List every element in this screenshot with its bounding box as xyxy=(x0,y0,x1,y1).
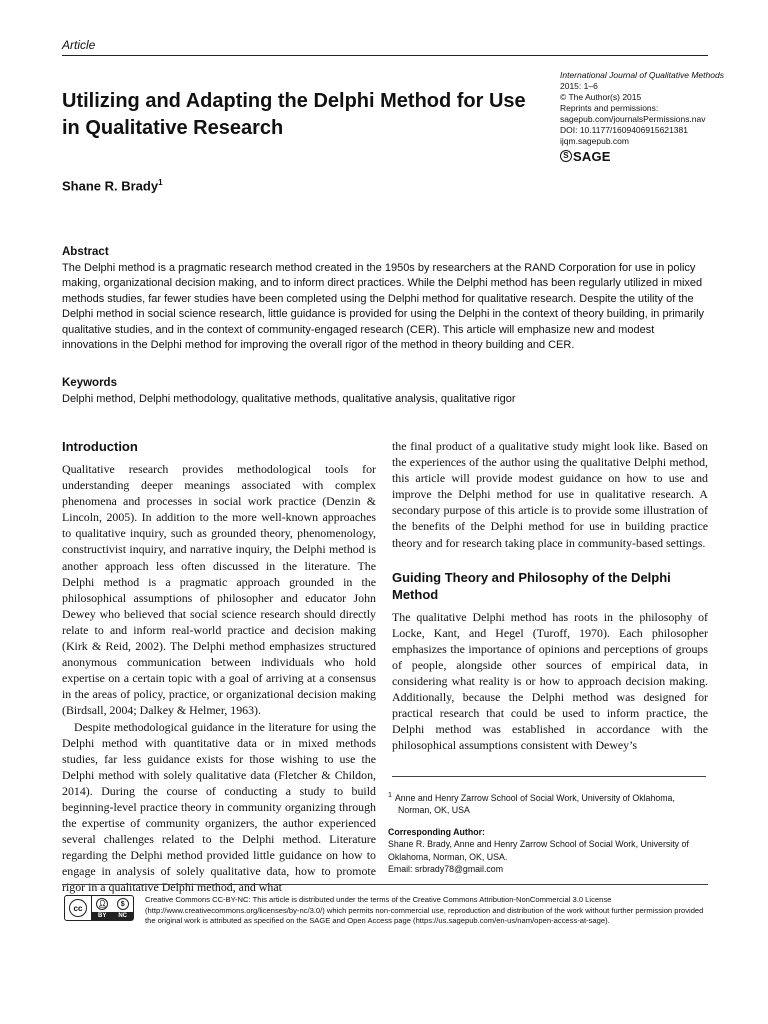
corresponding-author-line-2: Oklahoma, Norman, OK, USA. xyxy=(388,851,508,862)
affiliation-footnote xyxy=(388,790,710,817)
journal-doi[interactable]: DOI: 10.1177/1609406915621381 xyxy=(560,125,688,135)
sage-logo xyxy=(560,150,740,162)
corresponding-author xyxy=(388,826,714,875)
corresponding-author-email[interactable]: Email: srbrady78@gmail.com xyxy=(388,863,504,874)
guiding-theory-heading: Guiding Theory and Philosophy of the Delphi Method xyxy=(392,569,671,602)
attribution-person-icon: 👤︎ xyxy=(96,898,108,910)
cc-icon: cc xyxy=(69,899,87,917)
cc-term-icons xyxy=(92,896,133,912)
journal-reprints: Reprints and permissions: xyxy=(560,103,659,113)
cc-terms xyxy=(92,896,133,920)
abstract-heading: Abstract xyxy=(62,246,109,258)
journal-year-pages: 2015: 1–6 xyxy=(560,81,598,91)
cc-term-labels xyxy=(92,912,133,920)
author-affiliation-mark: 1 xyxy=(158,178,163,187)
cc-by-label: BY xyxy=(97,913,107,919)
license-divider xyxy=(62,884,708,885)
right-column xyxy=(392,438,708,754)
sage-logo-text: SAGE xyxy=(573,148,611,164)
article-title: Utilizing and Adapting the Delphi Method for Use in Qualitative Research xyxy=(62,90,526,139)
footnote-line-2: Norman, OK, USA xyxy=(398,805,470,816)
introduction-heading: Introduction xyxy=(62,439,138,454)
abstract xyxy=(62,245,710,354)
page-header xyxy=(62,38,708,56)
guiding-paragraph-1: The qualitative Delphi method has roots in the philosophy of Locke, Kant, and Hegel (Turoff, 1970). Each philosopher emphasizes the importance of opinions and perceptions of groups of people, alongside other sources of empirical data, in considering what reality is or how to approach decision making. Additionally, because the Delphi method was designed for practical research that could be used to inform practice, the Delphi method was established in accordance with the philosophical assumptions consistent with Dewey’s xyxy=(392,609,708,753)
intro-paragraph-1: Qualitative research provides methodological tools for understanding deeper meanings associated with complex phenomena and processes in social work practice (Denzin & Lincoln, 2005). In addition to the more well-known approaches to qualitative inquiry, such as grounded theory, phenomenology, constructivist inquiry, and narrative inquiry, the Delphi method is another approach less often discussed in the literature. The Delphi method is a pragmatic approach grounded in the philosophical assumptions of philosopher and educator John Dewey who believed that social science research should directly relate to and inform real-world practice and decision making (Kirk & Reid, 2002). The Delphi method emphasizes structured anonymous communication between individuals who hold expertise on a certain topic with a goal of arriving at a consensus in the areas of policy, practice, or organizational decision making (Birdsall, 2004; Dalkey & Helmer, 1963). xyxy=(62,462,376,718)
journal-copyright: © The Author(s) 2015 xyxy=(560,92,642,102)
footnote-line-1: Anne and Henry Zarrow School of Social Work, University of Oklahoma, xyxy=(394,792,675,803)
journal-name: International Journal of Qualitative Methods xyxy=(560,70,724,80)
sage-ring-icon: S xyxy=(560,150,572,162)
keywords-heading: Keywords xyxy=(62,377,117,389)
left-column xyxy=(62,438,376,896)
intro-paragraph-2: Despite methodological guidance in the literature for using the Delphi method with quantitative data or in mixed methods studies, far less guidance exists for those wishing to use the Delphi method with solely qualitative data (Fletcher & Childon, 2014). During the course of conducting a study to build beginning-level practice theory in community organizing through the expertise of community organizers, the author experienced several challenges related to the Delphi method. Literature regarding the Delphi method provided little guidance on how to engage in analysis of solely qualitative data, how to promote rigor in a qualitative Delphi method, and what xyxy=(62,719,376,895)
noncommercial-dollar-icon: $ xyxy=(117,898,129,910)
corresponding-author-heading: Corresponding Author: xyxy=(388,827,485,837)
cc-nc-label: NC xyxy=(118,913,127,919)
keywords-text: Delphi method, Delphi methodology, qualitative methods, qualitative analysis, qualitative rigor xyxy=(62,392,516,405)
journal-info xyxy=(560,70,740,162)
cc-logo xyxy=(65,896,92,920)
cc-license-badge[interactable] xyxy=(64,895,134,921)
author-name: Shane R. Brady xyxy=(62,178,159,194)
keywords xyxy=(62,376,710,407)
corresponding-author-line-1: Shane R. Brady, Anne and Henry Zarrow School of Social Work, University of xyxy=(388,839,689,850)
footnote-divider xyxy=(392,776,706,777)
footnote-mark: 1 xyxy=(388,792,392,799)
abstract-text: The Delphi method is a pragmatic research method created in the 1950s by researchers at the RAND Corporation for use in policy making, organizational decision making, and to inform direct practices. While the Delphi method has been regularly utilized in mixed methods studies, far fewer studies have been completed using the Delphi method for qualitative research. Despite the utility of the Delphi method in social science research, little guidance is provided for using the Delphi in the context of theory building, in primarily qualitative studies, and in the context of community-engaged research (CER). This article will emphasize new and modest innovations in the Delphi method for improving the overall rigor of the method in theory building and CER. xyxy=(62,261,705,351)
license-text: Creative Commons CC-BY-NC: This article is distributed under the terms of the Creative Commons Attribution-NonCommercial 3.0 License (http://www.creativecommons.org/licenses/by-nc/3.0/) which permits non-commercial use, reproduction and distribution of the work without further permission provided the original work is attributed as specified on the SAGE and Open Access page (https://us.sagepub.com/en-us/nam/open-access-at-sage). xyxy=(145,895,704,926)
journal-permissions-url[interactable]: sagepub.com/journalsPermissions.nav xyxy=(560,114,706,124)
section-label: Article xyxy=(62,38,96,52)
intro-paragraph-2-continued: the final product of a qualitative study might look like. Based on the experiences of the author using the qualitative Delphi method, this article will provide modest guidance on how to use and improve the Delphi method for use in qualitative research. A secondary purpose of this article is to provide some illustration of the benefits of the Delphi method for use in building practice theory and for research taking place in community-based settings. xyxy=(392,439,708,550)
author-line xyxy=(62,178,163,193)
journal-site[interactable]: ijqm.sagepub.com xyxy=(560,136,629,146)
